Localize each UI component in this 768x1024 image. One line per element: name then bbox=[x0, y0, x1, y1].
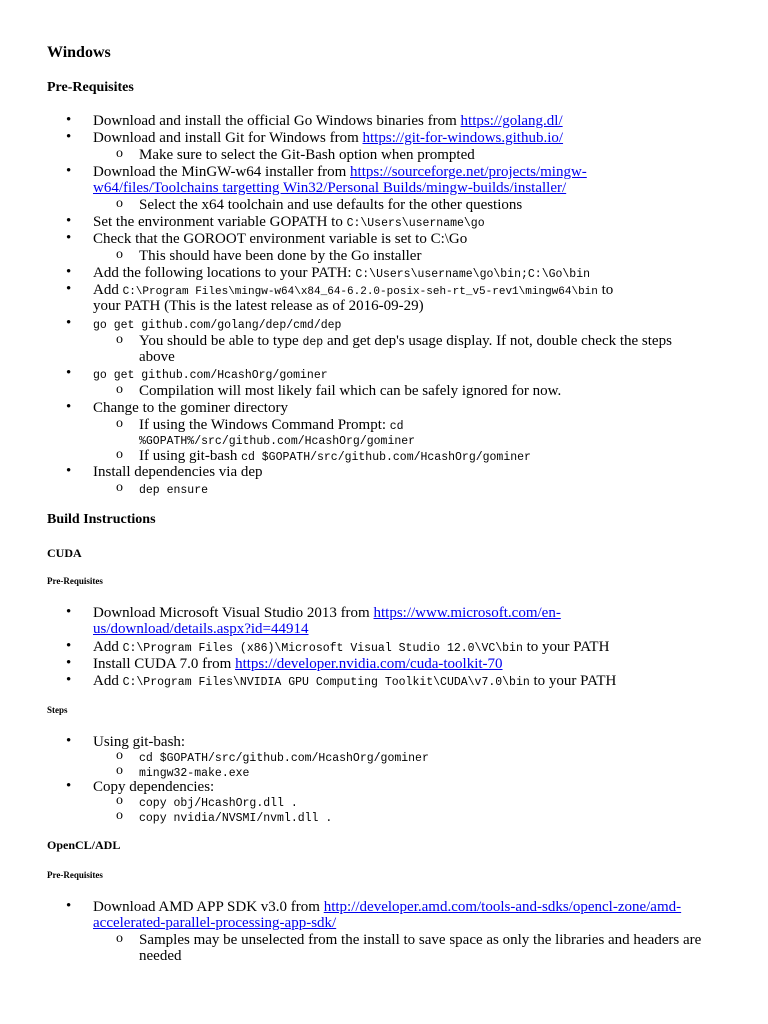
build-instructions-heading: Build Instructions bbox=[47, 512, 156, 527]
code-snippet: dep ensure bbox=[139, 484, 209, 497]
list-item bbox=[93, 316, 341, 335]
bullet-icon: • bbox=[66, 898, 72, 914]
amd-sdk-link-continued[interactable]: accelerated-parallel-processing-app-sdk/ bbox=[93, 915, 337, 931]
list-item: Download the MinGW-w64 installer from https://sourceforge.net/projects/mingw- bbox=[93, 164, 587, 180]
code-snippet: go get github.com/golang/dep/cmd/dep bbox=[93, 319, 342, 332]
list-item: Add C:\Program Files\NVIDIA GPU Computing Toolkit\CUDA\v7.0\bin to your PATH bbox=[93, 673, 617, 689]
list-item-continuation bbox=[93, 915, 336, 932]
list-item-continuation bbox=[93, 621, 309, 638]
visual-studio-link-continued[interactable]: us/download/details.aspx?id=44914 bbox=[93, 621, 309, 637]
list-item: Compilation will most likely fail which can be safely ignored for now. bbox=[139, 383, 562, 399]
code-snippet: mingw32-make.exe bbox=[139, 767, 250, 780]
bullet-icon: • bbox=[66, 399, 72, 415]
sub-bullet-icon: o bbox=[116, 763, 123, 778]
sub-bullet-icon: o bbox=[116, 146, 123, 161]
list-item: Samples may be unselected from the install to save space as only the libraries and headers are bbox=[139, 932, 702, 948]
sub-bullet-icon: o bbox=[116, 793, 123, 808]
code-snippet: copy nvidia/NVSMI/nvml.dll . bbox=[139, 812, 333, 825]
code-snippet: C:\Users\username\go bbox=[346, 217, 485, 230]
bullet-icon: • bbox=[66, 655, 72, 671]
code-snippet: %GOPATH%/src/github.com/HcashOrg/gominer bbox=[139, 435, 416, 448]
code-snippet: dep bbox=[302, 336, 324, 349]
bullet-icon: • bbox=[66, 733, 72, 749]
code-snippet: go get github.com/HcashOrg/gominer bbox=[93, 369, 328, 382]
list-item: If using the Windows Command Prompt: cd bbox=[139, 417, 404, 433]
list-item: Copy dependencies: bbox=[93, 779, 215, 795]
list-item: Select the x64 toolchain and use defaults for the other questions bbox=[139, 197, 523, 213]
opencl-heading: OpenCL/ADL bbox=[47, 838, 121, 852]
opencl-prereq-heading: Pre-Requisites bbox=[47, 870, 103, 880]
list-item-continuation: your PATH (This is the latest release as of 2016-09-29) bbox=[93, 298, 424, 314]
windows-prereq-heading: Pre-Requisites bbox=[47, 80, 134, 95]
windows-heading: Windows bbox=[47, 44, 111, 61]
cuda-heading: CUDA bbox=[47, 546, 82, 560]
bullet-icon: • bbox=[66, 604, 72, 620]
list-item bbox=[139, 481, 208, 500]
sub-bullet-icon: o bbox=[116, 196, 123, 211]
sub-bullet-icon: o bbox=[116, 748, 123, 763]
list-item: Change to the gominer directory bbox=[93, 400, 288, 416]
code-snippet: cd $GOPATH/src/github.com/HcashOrg/gominer bbox=[139, 752, 429, 765]
bullet-icon: • bbox=[66, 778, 72, 794]
bullet-icon: • bbox=[66, 672, 72, 688]
mingw-link[interactable]: https://sourceforge.net/projects/mingw- bbox=[350, 164, 587, 180]
list-item: Download and install Git for Windows from https://git-for-windows.github.io/ bbox=[93, 130, 564, 146]
bullet-icon: • bbox=[66, 112, 72, 128]
list-item bbox=[93, 366, 328, 385]
bullet-icon: • bbox=[66, 638, 72, 654]
list-item-continuation bbox=[93, 180, 566, 197]
bullet-icon: • bbox=[66, 163, 72, 179]
code-snippet: C:\Program Files\NVIDIA GPU Computing Toolkit\CUDA\v7.0\bin bbox=[122, 676, 530, 689]
git-for-windows-link[interactable]: https://git-for-windows.github.io/ bbox=[362, 130, 564, 146]
bullet-icon: • bbox=[66, 230, 72, 246]
list-item: Download Microsoft Visual Studio 2013 from https://www.microsoft.com/en- bbox=[93, 605, 561, 621]
sub-bullet-icon: o bbox=[116, 382, 123, 397]
bullet-icon: • bbox=[66, 129, 72, 145]
list-item: Using git-bash: bbox=[93, 734, 186, 750]
list-item: Add C:\Program Files (x86)\Microsoft Visual Studio 12.0\VC\bin to your PATH bbox=[93, 639, 610, 655]
cuda-prereq-heading: Pre-Requisites bbox=[47, 576, 103, 586]
list-item: Make sure to select the Git-Bash option when prompted bbox=[139, 147, 475, 163]
list-item-continuation: needed bbox=[139, 948, 182, 964]
list-item: Check that the GOROOT environment variable is set to C:\Go bbox=[93, 231, 468, 247]
visual-studio-link[interactable]: https://www.microsoft.com/en- bbox=[373, 605, 561, 621]
code-snippet: copy obj/HcashOrg.dll . bbox=[139, 797, 298, 810]
sub-bullet-icon: o bbox=[116, 808, 123, 823]
bullet-icon: • bbox=[66, 281, 72, 297]
list-item: Add the following locations to your PATH: C:\Users\username\go\bin;C:\Go\bin bbox=[93, 265, 590, 281]
bullet-icon: • bbox=[66, 463, 72, 479]
list-item-continuation: above bbox=[139, 349, 175, 365]
bullet-icon: • bbox=[66, 365, 72, 381]
code-snippet: cd bbox=[389, 420, 404, 433]
list-item: Install dependencies via dep bbox=[93, 464, 263, 480]
list-item: Set the environment variable GOPATH to C:\Users\username\go bbox=[93, 214, 485, 230]
amd-sdk-link[interactable]: http://developer.amd.com/tools-and-sdks/opencl-zone/amd- bbox=[323, 899, 682, 915]
code-snippet: cd $GOPATH/src/github.com/HcashOrg/gominer bbox=[241, 451, 531, 464]
list-item: Download and install the official Go Windows binaries from https://golang.dl/ bbox=[93, 113, 563, 129]
code-snippet: C:\Program Files\mingw-w64\x84_64-6.2.0-posix-seh-rt_v5-rev1\mingw64\bin bbox=[122, 286, 598, 298]
list-item: Add C:\Program Files\mingw-w64\x84_64-6.2.0-posix-seh-rt_v5-rev1\mingw64\bin to bbox=[93, 282, 614, 298]
list-item bbox=[139, 809, 332, 828]
code-snippet: C:\Program Files (x86)\Microsoft Visual Studio 12.0\VC\bin bbox=[122, 642, 523, 655]
list-item: Download AMD APP SDK v3.0 from http://developer.amd.com/tools-and-sdks/opencl-zone/amd- bbox=[93, 899, 682, 915]
cuda-steps-heading: Steps bbox=[47, 705, 68, 715]
sub-bullet-icon: o bbox=[116, 480, 123, 495]
golang-link[interactable]: https://golang.dl/ bbox=[460, 113, 563, 129]
list-item: Install CUDA 7.0 from https://developer.nvidia.com/cuda-toolkit-70 bbox=[93, 656, 503, 672]
sub-bullet-icon: o bbox=[116, 416, 123, 431]
code-snippet: C:\Users\username\go\bin;C:\Go\bin bbox=[355, 268, 590, 281]
list-item: If using git-bash cd $GOPATH/src/github.com/HcashOrg/gominer bbox=[139, 448, 531, 464]
bullet-icon: • bbox=[66, 264, 72, 280]
cuda-toolkit-link[interactable]: https://developer.nvidia.com/cuda-toolkit-70 bbox=[235, 656, 503, 672]
sub-bullet-icon: o bbox=[116, 247, 123, 262]
sub-bullet-icon: o bbox=[116, 332, 123, 347]
mingw-link-continued[interactable]: w64/files/Toolchains targetting Win32/Personal Builds/mingw-builds/installer/ bbox=[93, 180, 567, 196]
bullet-icon: • bbox=[66, 213, 72, 229]
list-item: This should have been done by the Go installer bbox=[139, 248, 422, 264]
sub-bullet-icon: o bbox=[116, 931, 123, 946]
list-item: You should be able to type dep and get dep's usage display. If not, double check the steps bbox=[139, 333, 672, 349]
sub-bullet-icon: o bbox=[116, 447, 123, 462]
bullet-icon: • bbox=[66, 315, 72, 331]
